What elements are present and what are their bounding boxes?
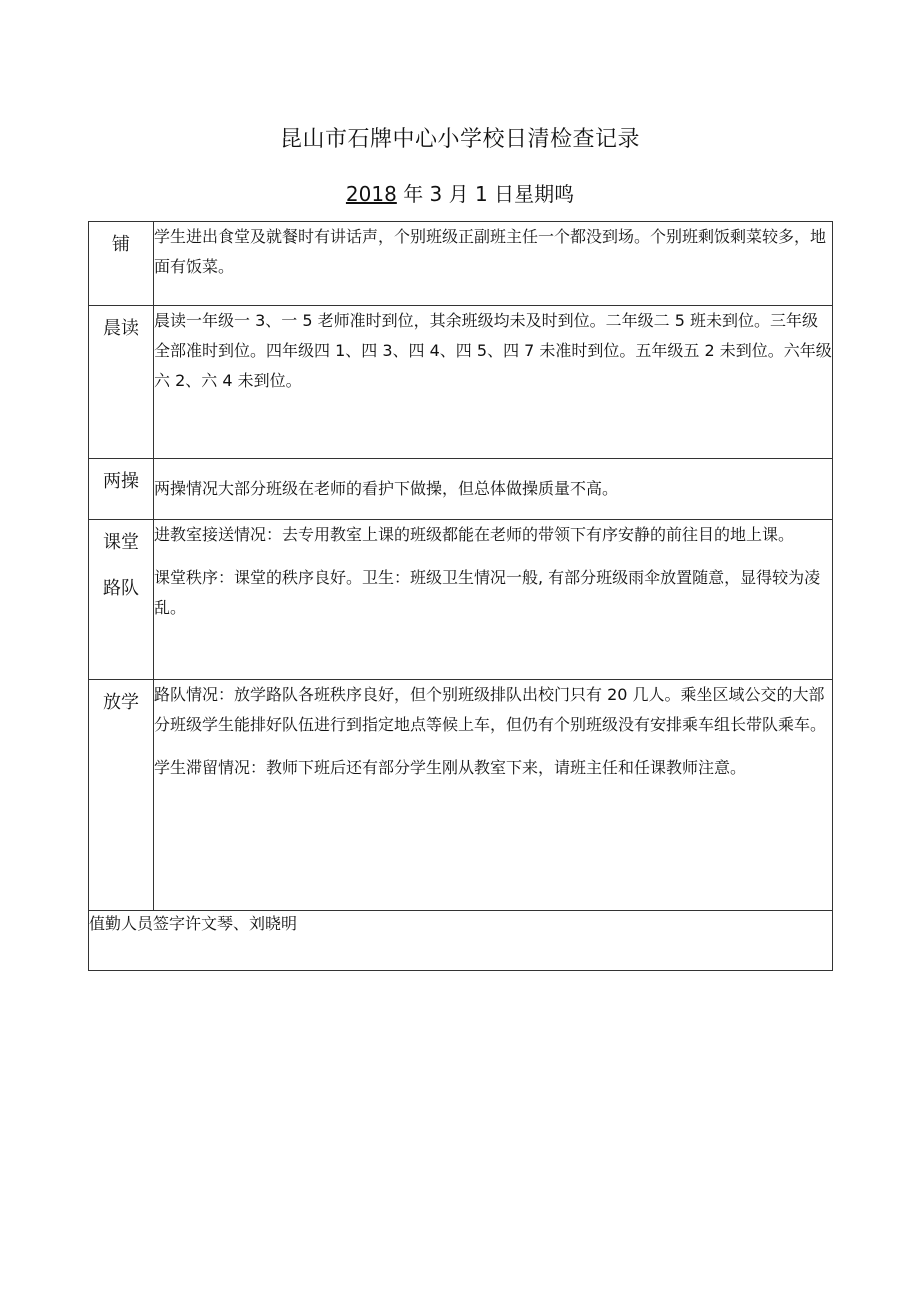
table-row [89, 911, 833, 971]
table-row [89, 459, 833, 520]
paragraph: 两操情况大部分班级在老师的看护下做操，但总体做操质量不高。 [154, 479, 619, 498]
paragraph: 课堂秩序：课堂的秩序良好。卫生：班级卫生情况一般, 有部分班级雨伞放置随意，显得较为凌乱。 [154, 568, 821, 617]
table-row [89, 306, 833, 459]
signature-cell: 值勤人员签字许文琴、刘晓明 [89, 911, 833, 971]
row-label-classroom-queue [89, 520, 154, 680]
paragraph: 路队情况：放学路队各班秩序良好，但个别班级排队出校门只有 20 几人。乘坐区域公交的大部分班级学生能排好队伍进行到指定地点等候上车，但仍有个别班级没有安排乘车组长带队乘车。 [154, 685, 827, 734]
row-content-dining [154, 222, 833, 306]
date-rest: 年 3 月 1 日星期鸣 [403, 182, 575, 206]
table-row [89, 520, 833, 680]
label-line: 课堂 [103, 532, 139, 553]
row-content-morning-reading [154, 306, 833, 459]
document-date [0, 178, 920, 207]
row-content-dismissal [154, 680, 833, 911]
row-label-exercises: 两操 [89, 459, 154, 520]
table-row [89, 680, 833, 911]
paragraph: 进教室接送情况：去专用教室上课的班级都能在老师的带领下有序安静的前往目的地上课。 [154, 525, 795, 544]
row-content-classroom-queue [154, 520, 833, 680]
row-label-morning-reading: 晨读 [89, 306, 154, 459]
row-content-exercises [154, 459, 833, 520]
paragraph: 学生滞留情况：教师下班后还有部分学生刚从教室下来，请班主任和任课教师注意。 [154, 758, 747, 777]
row-label-dining: 铺 [89, 222, 154, 306]
table-row [89, 222, 833, 306]
paragraph: 晨读一年级一 3、一 5 老师准时到位，其余班级均未及时到位。二年级二 5 班未到位。三年级全部准时到位。四年级四 1、四 3、四 4、四 5、四 7 未准时到位。五年级五 2 未到位。六年级六 2、六 4 未到位。 [154, 311, 832, 390]
date-year: 2018 [345, 182, 397, 206]
label-line: 路队 [103, 578, 139, 599]
row-label-dismissal: 放学 [89, 680, 154, 911]
document-title: 昆山市石牌中心小学校日清检查记录 [279, 127, 640, 152]
paragraph: 学生进出食堂及就餐时有讲话声，个别班级正副班主任一个都没到场。个别班剩饭剩菜较多，地面有饭菜。 [154, 227, 827, 276]
inspection-record-table [88, 221, 833, 971]
